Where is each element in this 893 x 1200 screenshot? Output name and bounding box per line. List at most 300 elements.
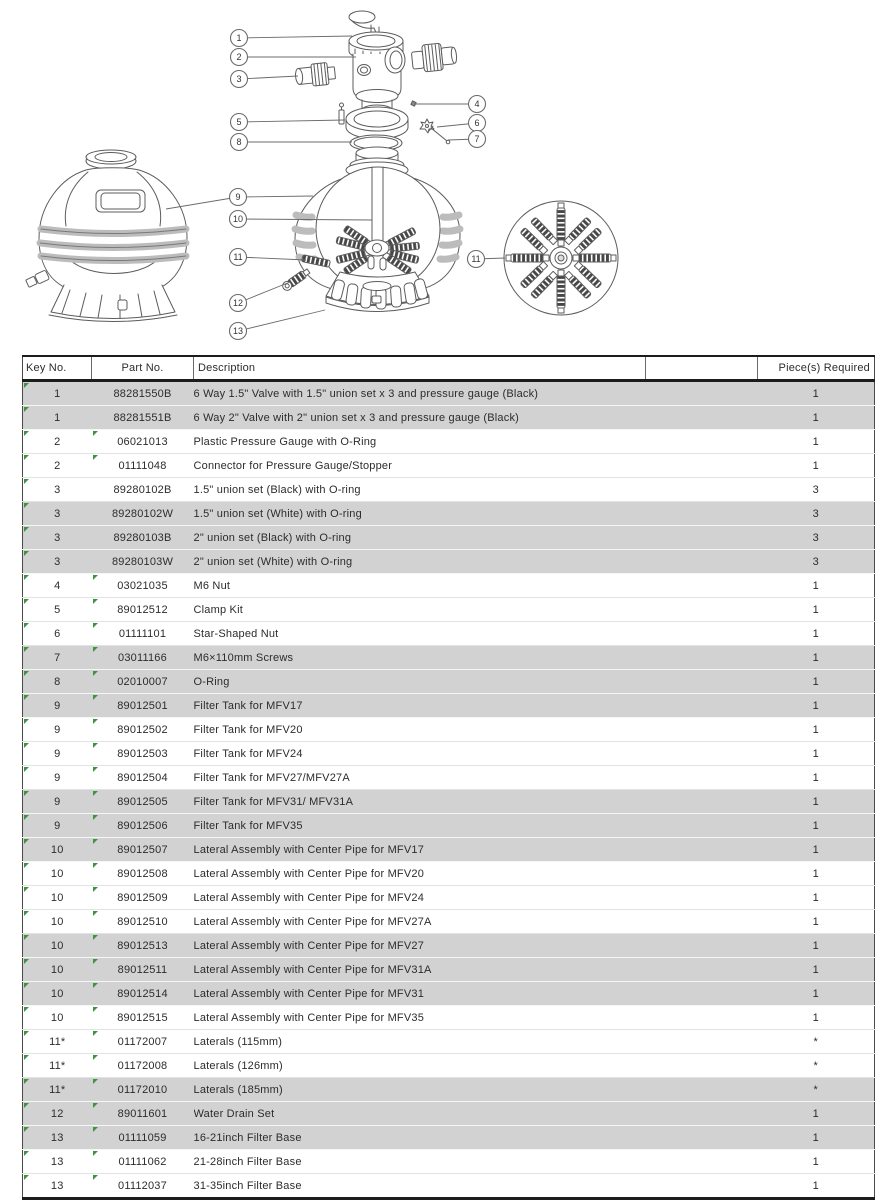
description-cell: Filter Tank for MFV20: [194, 718, 646, 742]
table-row: [23, 1078, 875, 1102]
part-cell: 89012508: [92, 862, 194, 886]
description-cell: 2" union set (Black) with O-ring: [194, 526, 646, 550]
multiport-valve-drawing: [294, 11, 457, 115]
key-cell: 11*: [23, 1078, 92, 1102]
pieces-cell: 1: [758, 862, 875, 886]
svg-text:4: 4: [474, 99, 480, 109]
pieces-cell: 1: [758, 598, 875, 622]
table-row: [23, 526, 875, 550]
empty-cell: [646, 1054, 758, 1078]
part-no-header: Part No.: [92, 356, 194, 381]
filter-base-drawing: [326, 272, 429, 312]
empty-cell: [646, 1126, 758, 1150]
pieces-cell: 1: [758, 982, 875, 1006]
svg-text:6: 6: [474, 118, 480, 128]
table-row: [23, 934, 875, 958]
part-cell: 03011166: [92, 646, 194, 670]
description-cell: 1.5" union set (Black) with O-ring: [194, 478, 646, 502]
key-cell: 2: [23, 430, 92, 454]
empty-cell: [646, 766, 758, 790]
empty-cell: [646, 934, 758, 958]
excel-flag-icon: [93, 575, 98, 580]
pieces-cell: 1: [758, 694, 875, 718]
table-row: [23, 1054, 875, 1078]
excel-flag-icon: [24, 1007, 29, 1012]
empty-cell: [646, 526, 758, 550]
excel-flag-icon: [93, 839, 98, 844]
table-row: [23, 598, 875, 622]
table-row: [23, 1102, 875, 1126]
part-cell: 89012507: [92, 838, 194, 862]
excel-flag-icon: [24, 431, 29, 436]
pieces-cell: 1: [758, 1102, 875, 1126]
part-cell: 89012505: [92, 790, 194, 814]
part-cell: 89012502: [92, 718, 194, 742]
empty-cell: [646, 574, 758, 598]
pieces-cell: 1: [758, 1150, 875, 1174]
part-cell: 89012513: [92, 934, 194, 958]
table-row: [23, 1150, 875, 1174]
key-cell: 9: [23, 766, 92, 790]
pieces-cell: 1: [758, 766, 875, 790]
excel-flag-icon: [24, 1031, 29, 1036]
key-cell: 1: [23, 381, 92, 406]
excel-flag-icon: [24, 767, 29, 772]
empty-cell: [646, 1102, 758, 1126]
lateral-assembly-top-view-drawing: [504, 201, 618, 315]
excel-flag-icon: [93, 791, 98, 796]
description-cell: Filter Tank for MFV35: [194, 814, 646, 838]
key-no-header: Key No.: [23, 356, 92, 381]
excel-flag-icon: [24, 863, 29, 868]
description-cell: Laterals (115mm): [194, 1030, 646, 1054]
empty-cell: [646, 622, 758, 646]
excel-flag-icon: [24, 1079, 29, 1084]
pieces-cell: 1: [758, 742, 875, 766]
table-row: [23, 646, 875, 670]
excel-flag-icon: [24, 839, 29, 844]
excel-flag-icon: [24, 455, 29, 460]
parts-table-header: [23, 356, 875, 381]
key-cell: 8: [23, 670, 92, 694]
excel-flag-icon: [93, 887, 98, 892]
svg-text:13: 13: [232, 326, 244, 336]
key-cell: 13: [23, 1174, 92, 1199]
excel-flag-icon: [24, 935, 29, 940]
part-cell: 89280102B: [92, 478, 194, 502]
excel-flag-icon: [93, 431, 98, 436]
parts-table: [22, 355, 875, 1200]
pieces-cell: *: [758, 1054, 875, 1078]
part-cell: 06021013: [92, 430, 194, 454]
pieces-cell: 1: [758, 718, 875, 742]
pieces-cell: 1: [758, 790, 875, 814]
part-cell: 02010007: [92, 670, 194, 694]
description-cell: Filter Tank for MFV17: [194, 694, 646, 718]
key-cell: 10: [23, 1006, 92, 1030]
part-cell: 89012515: [92, 1006, 194, 1030]
callout-6: [437, 115, 486, 132]
part-cell: 89280103B: [92, 526, 194, 550]
clamp-kit-drawing: [339, 103, 408, 139]
callout-5: [231, 114, 346, 131]
part-cell: 88281551B: [92, 406, 194, 430]
key-cell: 10: [23, 934, 92, 958]
empty-cell: [646, 381, 758, 406]
pieces-cell: 3: [758, 478, 875, 502]
excel-flag-icon: [24, 575, 29, 580]
callout-13: [230, 310, 326, 340]
table-row: [23, 478, 875, 502]
pieces-cell: 1: [758, 646, 875, 670]
table-row: [23, 814, 875, 838]
part-cell: 01172007: [92, 1030, 194, 1054]
excel-flag-icon: [24, 527, 29, 532]
empty-cell: [646, 862, 758, 886]
excel-flag-icon: [24, 503, 29, 508]
table-row: [23, 1174, 875, 1199]
excel-flag-icon: [24, 1103, 29, 1108]
empty-cell: [646, 694, 758, 718]
key-cell: 10: [23, 958, 92, 982]
key-cell: 7: [23, 646, 92, 670]
key-cell: 3: [23, 478, 92, 502]
part-cell: 01111062: [92, 1150, 194, 1174]
excel-flag-icon: [93, 1103, 98, 1108]
empty-cell: [646, 1006, 758, 1030]
description-header: Description: [194, 356, 646, 381]
excel-flag-icon: [93, 815, 98, 820]
pieces-cell: 1: [758, 381, 875, 406]
key-cell: 9: [23, 718, 92, 742]
svg-text:7: 7: [474, 134, 480, 144]
key-cell: 1: [23, 406, 92, 430]
union-fitting-right-drawing: [411, 42, 458, 74]
description-cell: Lateral Assembly with Center Pipe for MFV24: [194, 886, 646, 910]
description-cell: Lateral Assembly with Center Pipe for MFV31: [194, 982, 646, 1006]
excel-flag-icon: [24, 791, 29, 796]
part-cell: 89012504: [92, 766, 194, 790]
callout-11: [230, 249, 307, 266]
svg-text:12: 12: [232, 298, 244, 308]
key-cell: 10: [23, 886, 92, 910]
svg-text:3: 3: [236, 74, 242, 84]
description-cell: Clamp Kit: [194, 598, 646, 622]
key-cell: 9: [23, 814, 92, 838]
empty-cell: [646, 454, 758, 478]
key-cell: 4: [23, 574, 92, 598]
callout-2: [231, 49, 357, 66]
part-cell: 03021035: [92, 574, 194, 598]
empty-cell: [646, 502, 758, 526]
excel-flag-icon: [24, 407, 29, 412]
callout-12: [230, 282, 291, 312]
excel-flag-icon: [93, 1127, 98, 1132]
excel-flag-icon: [24, 647, 29, 652]
pieces-cell: 1: [758, 454, 875, 478]
empty-cell: [646, 478, 758, 502]
pieces-cell: *: [758, 1030, 875, 1054]
excel-flag-icon: [24, 623, 29, 628]
key-cell: 11*: [23, 1054, 92, 1078]
empty-cell: [646, 814, 758, 838]
description-cell: Lateral Assembly with Center Pipe for MFV35: [194, 1006, 646, 1030]
key-cell: 9: [23, 742, 92, 766]
part-cell: 89012510: [92, 910, 194, 934]
description-cell: Lateral Assembly with Center Pipe for MFV17: [194, 838, 646, 862]
excel-flag-icon: [93, 671, 98, 676]
key-cell: 9: [23, 694, 92, 718]
pieces-cell: 1: [758, 1006, 875, 1030]
description-cell: Lateral Assembly with Center Pipe for MFV20: [194, 862, 646, 886]
star-nut-drawing: [420, 119, 434, 133]
callout-4: [414, 96, 486, 113]
description-cell: Water Drain Set: [194, 1102, 646, 1126]
excel-flag-icon: [93, 863, 98, 868]
union-fitting-left-drawing: [294, 62, 336, 88]
excel-flag-icon: [93, 1031, 98, 1036]
key-cell: 10: [23, 910, 92, 934]
description-cell: 31-35inch Filter Base: [194, 1174, 646, 1199]
pieces-cell: 1: [758, 622, 875, 646]
pieces-cell: 1: [758, 838, 875, 862]
description-cell: 6 Way 1.5" Valve with 1.5" union set x 3 and pressure gauge (Black): [194, 381, 646, 406]
excel-flag-icon: [93, 935, 98, 940]
description-cell: M6 Nut: [194, 574, 646, 598]
empty-cell: [646, 982, 758, 1006]
key-cell: 5: [23, 598, 92, 622]
screw-drawing: [429, 126, 450, 144]
table-row: [23, 1030, 875, 1054]
excel-flag-icon: [24, 743, 29, 748]
description-cell: Filter Tank for MFV24: [194, 742, 646, 766]
parts-table-body: [23, 381, 875, 1199]
key-cell: 2: [23, 454, 92, 478]
excel-flag-icon: [24, 671, 29, 676]
svg-text:1: 1: [236, 33, 242, 43]
part-cell: 89012503: [92, 742, 194, 766]
excel-flag-icon: [24, 983, 29, 988]
table-row: [23, 430, 875, 454]
key-cell: 12: [23, 1102, 92, 1126]
svg-text:11: 11: [471, 254, 481, 264]
pieces-cell: 1: [758, 910, 875, 934]
key-cell: 13: [23, 1126, 92, 1150]
part-cell: 89012509: [92, 886, 194, 910]
table-row: [23, 574, 875, 598]
key-cell: 6: [23, 622, 92, 646]
filter-tank-cutaway-drawing: [295, 147, 460, 294]
excel-flag-icon: [93, 1151, 98, 1156]
key-cell: 10: [23, 838, 92, 862]
table-row: [23, 1126, 875, 1150]
empty-cell: [646, 1030, 758, 1054]
description-cell: M6×110mm Screws: [194, 646, 646, 670]
table-row: [23, 670, 875, 694]
description-cell: Laterals (126mm): [194, 1054, 646, 1078]
water-drain-drawing: [281, 267, 311, 292]
table-row: [23, 694, 875, 718]
description-cell: Filter Tank for MFV31/ MFV31A: [194, 790, 646, 814]
pieces-cell: 1: [758, 670, 875, 694]
excel-flag-icon: [93, 743, 98, 748]
key-cell: 13: [23, 1150, 92, 1174]
table-row: [23, 958, 875, 982]
description-cell: Star-Shaped Nut: [194, 622, 646, 646]
description-cell: 1.5" union set (White) with O-ring: [194, 502, 646, 526]
pieces-cell: 1: [758, 886, 875, 910]
excel-flag-icon: [93, 1175, 98, 1180]
empty-cell: [646, 958, 758, 982]
key-cell: 10: [23, 862, 92, 886]
pieces-cell: 1: [758, 958, 875, 982]
svg-text:8: 8: [236, 137, 242, 147]
empty-cell: [646, 742, 758, 766]
excel-flag-icon: [24, 1175, 29, 1180]
key-cell: 3: [23, 526, 92, 550]
key-cell: 10: [23, 982, 92, 1006]
table-row: [23, 454, 875, 478]
table-row: [23, 550, 875, 574]
description-cell: O-Ring: [194, 670, 646, 694]
callout-7: [448, 131, 486, 148]
pieces-cell: 1: [758, 814, 875, 838]
table-row: [23, 790, 875, 814]
part-cell: 89012514: [92, 982, 194, 1006]
pieces-cell: 1: [758, 934, 875, 958]
pieces-cell: 1: [758, 430, 875, 454]
svg-text:11: 11: [233, 252, 243, 262]
table-row: [23, 982, 875, 1006]
description-cell: Filter Tank for MFV27/MFV27A: [194, 766, 646, 790]
part-cell: 01112037: [92, 1174, 194, 1199]
pieces-cell: 3: [758, 502, 875, 526]
table-row: [23, 1006, 875, 1030]
key-cell: 3: [23, 550, 92, 574]
empty-cell: [646, 838, 758, 862]
empty-cell: [646, 910, 758, 934]
excel-flag-icon: [24, 911, 29, 916]
pieces-required-header: Piece(s) Required: [758, 356, 875, 381]
empty-cell: [646, 1174, 758, 1199]
excel-flag-icon: [24, 887, 29, 892]
excel-flag-icon: [93, 719, 98, 724]
svg-text:10: 10: [232, 214, 244, 224]
excel-flag-icon: [24, 551, 29, 556]
excel-flag-icon: [24, 695, 29, 700]
description-cell: Lateral Assembly with Center Pipe for MFV31A: [194, 958, 646, 982]
empty-cell: [646, 406, 758, 430]
excel-flag-icon: [24, 719, 29, 724]
table-row: [23, 502, 875, 526]
table-row: [23, 381, 875, 406]
m6-nut-drawing: [411, 101, 416, 106]
table-row: [23, 718, 875, 742]
excel-flag-icon: [24, 815, 29, 820]
empty-cell: [646, 598, 758, 622]
table-row: [23, 862, 875, 886]
excel-flag-icon: [93, 455, 98, 460]
excel-flag-icon: [93, 1007, 98, 1012]
exploded-diagram-area: [0, 0, 893, 352]
table-row: [23, 886, 875, 910]
pieces-cell: 3: [758, 550, 875, 574]
empty-cell: [646, 430, 758, 454]
excel-flag-icon: [93, 1055, 98, 1060]
table-row: [23, 838, 875, 862]
part-cell: 01111059: [92, 1126, 194, 1150]
pieces-cell: 3: [758, 526, 875, 550]
part-cell: 89012506: [92, 814, 194, 838]
empty-header: [646, 356, 758, 381]
description-cell: Connector for Pressure Gauge/Stopper: [194, 454, 646, 478]
exploded-parts-diagram: [0, 0, 893, 352]
excel-flag-icon: [93, 767, 98, 772]
empty-cell: [646, 550, 758, 574]
part-cell: 01172008: [92, 1054, 194, 1078]
part-cell: 01111101: [92, 622, 194, 646]
empty-cell: [646, 1150, 758, 1174]
pieces-cell: 1: [758, 406, 875, 430]
callout-1: [231, 30, 353, 47]
part-cell: 89280102W: [92, 502, 194, 526]
excel-flag-icon: [24, 383, 29, 388]
pieces-cell: 1: [758, 574, 875, 598]
excel-flag-icon: [93, 599, 98, 604]
pieces-cell: 1: [758, 1126, 875, 1150]
table-row: [23, 622, 875, 646]
table-row: [23, 406, 875, 430]
excel-flag-icon: [24, 599, 29, 604]
part-cell: 89012512: [92, 598, 194, 622]
description-cell: Lateral Assembly with Center Pipe for MFV27: [194, 934, 646, 958]
excel-flag-icon: [24, 1151, 29, 1156]
pieces-cell: *: [758, 1078, 875, 1102]
pressure-gauge-drawing: [385, 47, 405, 73]
table-row: [23, 742, 875, 766]
key-cell: 11*: [23, 1030, 92, 1054]
empty-cell: [646, 670, 758, 694]
excel-flag-icon: [93, 695, 98, 700]
callout-9: [166, 189, 313, 210]
excel-flag-icon: [93, 1079, 98, 1084]
description-cell: 2" union set (White) with O-ring: [194, 550, 646, 574]
excel-flag-icon: [24, 1127, 29, 1132]
excel-flag-icon: [93, 911, 98, 916]
description-cell: Laterals (185mm): [194, 1078, 646, 1102]
svg-text:9: 9: [235, 192, 241, 202]
excel-flag-icon: [24, 1055, 29, 1060]
svg-text:5: 5: [236, 117, 242, 127]
callout-8: [231, 134, 353, 151]
empty-cell: [646, 718, 758, 742]
table-row: [23, 766, 875, 790]
description-cell: 21-28inch Filter Base: [194, 1150, 646, 1174]
excel-flag-icon: [24, 959, 29, 964]
excel-flag-icon: [93, 959, 98, 964]
empty-cell: [646, 886, 758, 910]
part-cell: 01172010: [92, 1078, 194, 1102]
description-cell: 16-21inch Filter Base: [194, 1126, 646, 1150]
part-cell: 89012501: [92, 694, 194, 718]
filter-tank-left-drawing: [26, 150, 187, 322]
description-cell: Lateral Assembly with Center Pipe for MFV27A: [194, 910, 646, 934]
excel-flag-icon: [93, 647, 98, 652]
part-cell: 89280103W: [92, 550, 194, 574]
part-cell: 89012511: [92, 958, 194, 982]
part-cell: 88281550B: [92, 381, 194, 406]
svg-text:2: 2: [236, 52, 242, 62]
